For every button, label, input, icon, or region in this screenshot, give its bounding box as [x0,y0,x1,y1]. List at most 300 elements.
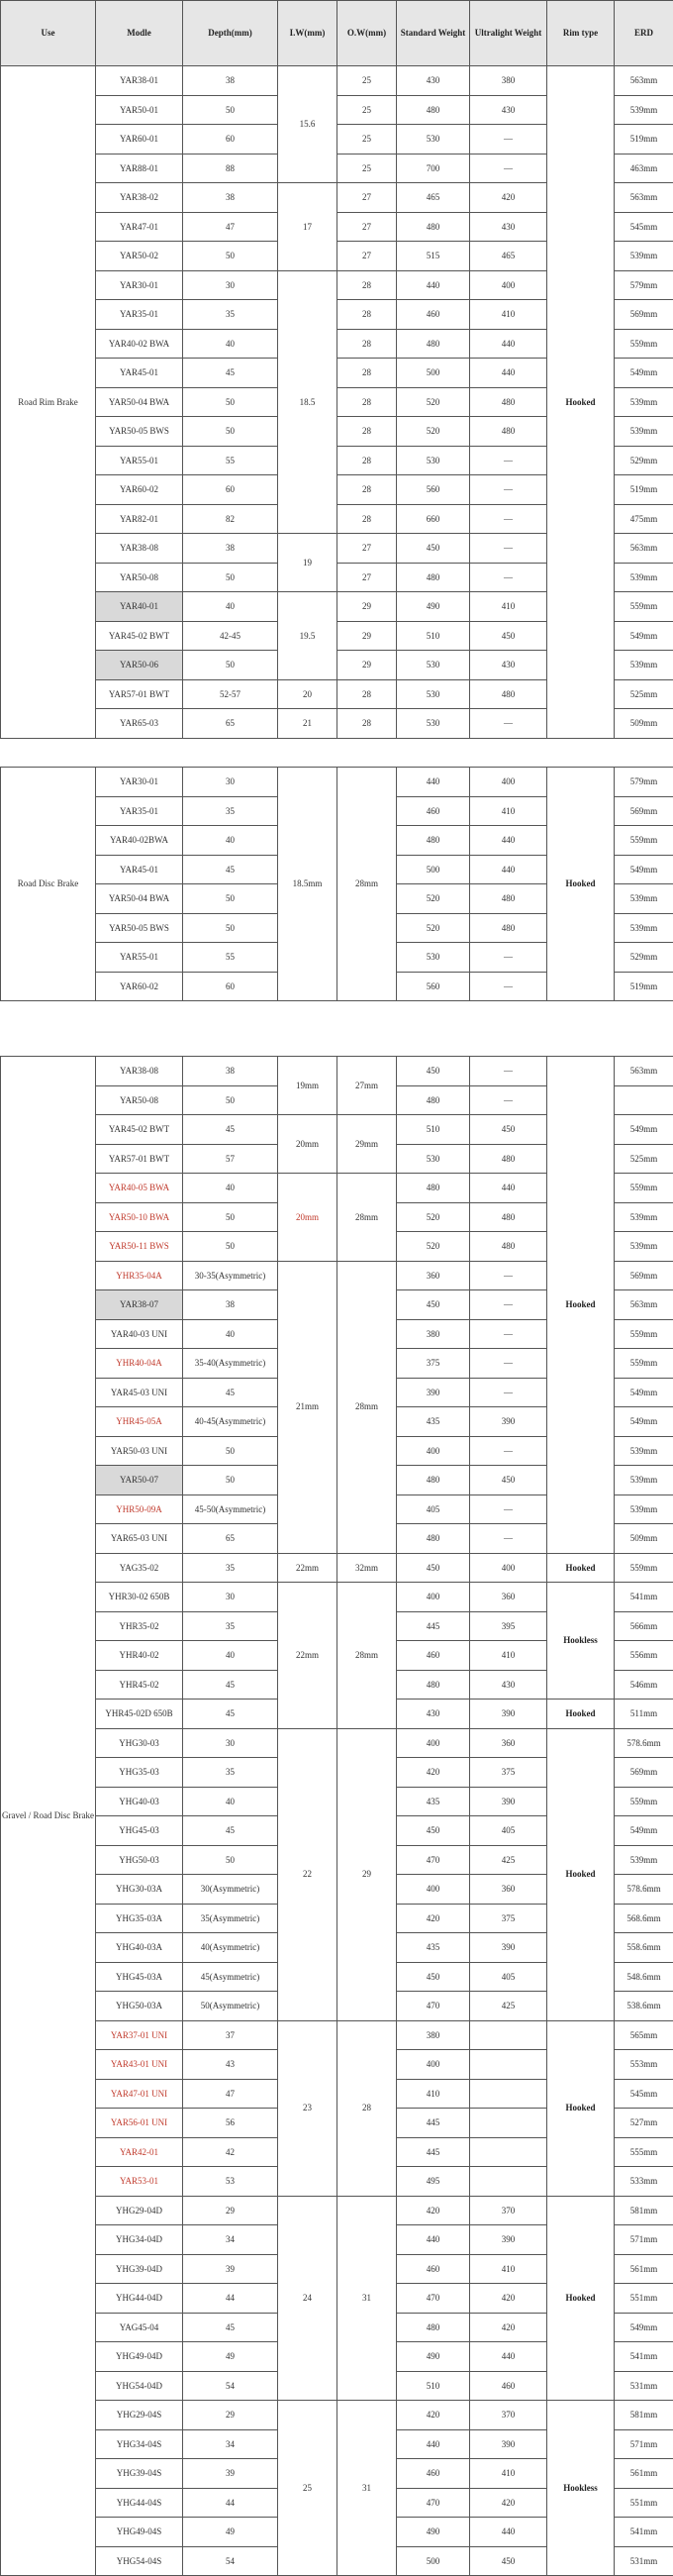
standard-weight-cell: 530 [397,943,470,973]
depth-cell: 49 [183,2342,278,2372]
erd-cell: 559mm [615,1174,673,1203]
iw-cell: 18.5mm [278,768,337,1001]
model-cell: YHG54-04S [96,2546,183,2576]
ultralight-weight-cell: 410 [470,2459,547,2489]
depth-cell: 30 [183,1583,278,1612]
ultralight-weight-cell: 440 [470,359,547,388]
depth-cell: 40 [183,1787,278,1816]
ow-cell: 28 [337,329,397,359]
standard-weight-cell: 445 [397,2137,470,2167]
model-cell: YAR38-08 [96,534,183,564]
gravel-road-disc-brake-table [0,1056,673,2576]
depth-cell: 35 [183,1553,278,1583]
model-cell: YAR88-01 [96,154,183,183]
ultralight-weight-cell: 390 [470,1700,547,1729]
standard-weight-cell: 500 [397,359,470,388]
standard-weight-cell: 480 [397,826,470,856]
ow-cell: 28 [337,504,397,534]
ultralight-weight-cell: 430 [470,95,547,125]
standard-weight-cell: 440 [397,2429,470,2459]
erd-cell: 559mm [615,1349,673,1379]
rim-type-cell: Hooked [547,66,615,739]
model-cell: YHG29-04D [96,2196,183,2225]
depth-cell: 45(Asymmetric) [183,1962,278,1992]
erd-cell: 539mm [615,913,673,943]
model-cell: YHG45-03 [96,1816,183,1846]
ultralight-weight-cell: — [470,475,547,505]
model-cell: YAR53-01 [96,2167,183,2197]
ultralight-weight-cell: 410 [470,592,547,622]
erd-cell: 563mm [615,183,673,213]
ultralight-weight-cell: 405 [470,1962,547,1992]
depth-cell: 30-35(Asymmetric) [183,1261,278,1290]
depth-cell: 52-57 [183,679,278,709]
erd-cell: 541mm [615,1583,673,1612]
erd-cell: 566mm [615,1611,673,1641]
ultralight-weight-cell: 480 [470,417,547,447]
standard-weight-cell: 515 [397,242,470,271]
depth-cell: 38 [183,534,278,564]
model-cell: YAR50-04 BWA [96,884,183,914]
model-cell: YAR50-08 [96,563,183,592]
use-cell: Road Disc Brake [1,768,96,1001]
model-cell: YAR56-01 UNI [96,2109,183,2138]
ultralight-weight-cell: 450 [470,2546,547,2576]
standard-weight-cell: 530 [397,679,470,709]
standard-weight-cell: 470 [397,2284,470,2314]
rim-type-cell: Hooked [547,1700,615,1729]
ultralight-weight-cell: — [470,972,547,1001]
model-cell: YAR45-02 BWT [96,1115,183,1145]
iw-cell: 19.5 [278,592,337,680]
ow-cell: 25 [337,66,397,96]
model-cell: YAR43-01 UNI [96,2050,183,2080]
iw-cell: 25 [278,2401,337,2576]
standard-weight-cell: 400 [397,1875,470,1905]
header-model: Modle [96,1,183,66]
ultralight-weight-cell: 370 [470,2196,547,2225]
ultralight-weight-cell: 390 [470,2225,547,2255]
ow-cell: 29 [337,1728,397,2020]
ultralight-weight-cell: 420 [470,183,547,213]
depth-cell: 50 [183,387,278,417]
ultralight-weight-cell: 390 [470,1407,547,1437]
erd-cell: 549mm [615,1407,673,1437]
ow-cell: 28 [337,2020,397,2196]
rim-type-cell: Hooked [547,2196,615,2401]
model-cell: YAR55-01 [96,943,183,973]
ultralight-weight-cell [470,2137,547,2167]
depth-cell: 65 [183,709,278,739]
standard-weight-cell: 465 [397,183,470,213]
ultralight-weight-cell [470,2050,547,2080]
model-cell: YAR47-01 UNI [96,2079,183,2109]
ultralight-weight-cell: 410 [470,1641,547,1671]
erd-cell: 549mm [615,1816,673,1846]
ultralight-weight-cell: 450 [470,1115,547,1145]
model-cell: YAR38-07 [96,1290,183,1320]
ultralight-weight-cell [470,2020,547,2050]
depth-cell: 42-45 [183,621,278,651]
ultralight-weight-cell: 390 [470,2429,547,2459]
depth-cell: 29 [183,2401,278,2430]
model-cell: YAR30-01 [96,270,183,300]
erd-cell: 533mm [615,2167,673,2197]
standard-weight-cell: 435 [397,1787,470,1816]
erd-cell: 568.6mm [615,1904,673,1933]
standard-weight-cell: 410 [397,2079,470,2109]
ow-cell: 28 [337,446,397,475]
erd-cell: 463mm [615,154,673,183]
depth-cell: 55 [183,943,278,973]
depth-cell: 29 [183,2196,278,2225]
standard-weight-cell: 560 [397,475,470,505]
ultralight-weight-cell: 360 [470,1728,547,1758]
standard-weight-cell: 460 [397,2254,470,2284]
depth-cell: 50 [183,95,278,125]
erd-cell: 561mm [615,2254,673,2284]
model-cell: YAR45-01 [96,855,183,884]
standard-weight-cell: 520 [397,913,470,943]
depth-cell: 38 [183,66,278,96]
ultralight-weight-cell: — [470,1085,547,1115]
depth-cell: 45 [183,1670,278,1700]
erd-cell: 541mm [615,2342,673,2372]
standard-weight-cell: 480 [397,2313,470,2342]
table-row [1,1583,673,1612]
erd-cell: 539mm [615,1494,673,1524]
standard-weight-cell: 495 [397,2167,470,2197]
ultralight-weight-cell: 430 [470,651,547,680]
ultralight-weight-cell: 440 [470,855,547,884]
ultralight-weight-cell: — [470,154,547,183]
erd-cell: 546mm [615,1670,673,1700]
standard-weight-cell: 530 [397,446,470,475]
erd-cell: 511mm [615,1700,673,1729]
ultralight-weight-cell: 360 [470,1875,547,1905]
ow-cell: 27 [337,563,397,592]
depth-cell: 50 [183,563,278,592]
ultralight-weight-cell: 360 [470,1583,547,1612]
depth-cell: 60 [183,125,278,155]
erd-cell: 565mm [615,2020,673,2050]
ultralight-weight-cell: 480 [470,1144,547,1174]
erd-cell: 578.6mm [615,1875,673,1905]
model-cell: YHG44-04D [96,2284,183,2314]
erd-cell: 549mm [615,621,673,651]
model-cell: YAR50-02 [96,242,183,271]
depth-cell: 40 [183,329,278,359]
standard-weight-cell: 530 [397,651,470,680]
model-cell: YAR47-01 [96,212,183,242]
standard-weight-cell: 530 [397,709,470,739]
model-cell: YHR50-09A [96,1494,183,1524]
model-cell: YAR45-01 [96,359,183,388]
standard-weight-cell: 400 [397,1436,470,1466]
ultralight-weight-cell: 440 [470,1174,547,1203]
model-cell: YAR57-01 BWT [96,1144,183,1174]
ultralight-weight-cell: — [470,1319,547,1349]
ultralight-weight-cell: — [470,504,547,534]
model-cell: YHG50-03A [96,1992,183,2021]
model-cell: YAR38-01 [96,66,183,96]
erd-cell: 581mm [615,2401,673,2430]
model-cell: YAR45-02 BWT [96,621,183,651]
erd-cell: 527mm [615,2109,673,2138]
model-cell: YAR50-08 [96,1085,183,1115]
iw-cell: 22 [278,1728,337,2020]
ultralight-weight-cell: 400 [470,270,547,300]
erd-cell: 545mm [615,212,673,242]
model-cell: YHG30-03 [96,1728,183,1758]
ow-cell: 27 [337,183,397,213]
standard-weight-cell: 460 [397,1641,470,1671]
depth-cell: 39 [183,2459,278,2489]
model-cell: YHR40-04A [96,1349,183,1379]
standard-weight-cell: 445 [397,1611,470,1641]
model-cell: YAR60-02 [96,475,183,505]
ultralight-weight-cell: 410 [470,300,547,330]
depth-cell: 57 [183,1144,278,1174]
model-cell: YAR30-01 [96,768,183,797]
standard-weight-cell: 450 [397,1057,470,1086]
standard-weight-cell: 445 [397,2109,470,2138]
standard-weight-cell: 405 [397,1494,470,1524]
model-cell: YHG34-04S [96,2429,183,2459]
ow-cell: 29mm [337,1115,397,1174]
rim-type-cell: Hookless [547,2401,615,2576]
erd-cell: 539mm [615,1202,673,1232]
ow-cell: 28mm [337,1174,397,1262]
ultralight-weight-cell: 440 [470,826,547,856]
standard-weight-cell: 480 [397,1670,470,1700]
ultralight-weight-cell: 420 [470,2284,547,2314]
erd-cell: 553mm [615,2050,673,2080]
standard-weight-cell: 390 [397,1378,470,1407]
erd-cell: 563mm [615,534,673,564]
depth-cell: 39 [183,2254,278,2284]
table-row [1,66,673,96]
table-row [1,1728,673,1758]
iw-cell: 15.6 [278,66,337,183]
erd-cell: 579mm [615,768,673,797]
erd-cell: 569mm [615,796,673,826]
depth-cell: 34 [183,2225,278,2255]
ultralight-weight-cell [470,2109,547,2138]
ow-cell: 28 [337,709,397,739]
erd-cell: 539mm [615,884,673,914]
ultralight-weight-cell: — [470,125,547,155]
erd-cell: 581mm [615,2196,673,2225]
iw-cell: 22mm [278,1553,337,1583]
standard-weight-cell: 480 [397,329,470,359]
depth-cell: 65 [183,1524,278,1554]
ultralight-weight-cell: — [470,1378,547,1407]
table-row [1,2020,673,2050]
ultralight-weight-cell: 430 [470,212,547,242]
erd-cell: 539mm [615,387,673,417]
standard-weight-cell: 520 [397,417,470,447]
standard-weight-cell: 380 [397,1319,470,1349]
erd-cell: 559mm [615,329,673,359]
ultralight-weight-cell: 425 [470,1845,547,1875]
ow-cell: 29 [337,621,397,651]
standard-weight-cell: 520 [397,884,470,914]
erd-cell: 539mm [615,1436,673,1466]
depth-cell: 40(Asymmetric) [183,1933,278,1963]
model-cell: YHR35-04A [96,1261,183,1290]
model-cell: YHG50-03 [96,1845,183,1875]
model-cell: YHG35-03 [96,1758,183,1788]
ultralight-weight-cell: 460 [470,2371,547,2401]
depth-cell: 38 [183,183,278,213]
depth-cell: 45 [183,1816,278,1846]
erd-cell: 539mm [615,1232,673,1262]
erd-cell: 549mm [615,1115,673,1145]
depth-cell: 47 [183,212,278,242]
depth-cell: 54 [183,2371,278,2401]
depth-cell: 35 [183,300,278,330]
erd-cell: 569mm [615,1261,673,1290]
depth-cell: 45 [183,1700,278,1729]
ultralight-weight-cell: 480 [470,387,547,417]
standard-weight-cell: 435 [397,1407,470,1437]
ultralight-weight-cell [470,2079,547,2109]
standard-weight-cell: 700 [397,154,470,183]
model-cell: YAR60-02 [96,972,183,1001]
standard-weight-cell: 400 [397,2050,470,2080]
ultralight-weight-cell: 375 [470,1758,547,1788]
model-cell: YHG49-04S [96,2518,183,2547]
ultralight-weight-cell: 480 [470,884,547,914]
model-cell: YHR35-02 [96,1611,183,1641]
standard-weight-cell: 430 [397,1700,470,1729]
table-row [1,1057,673,1086]
model-cell: YAR40-01 [96,592,183,622]
ultralight-weight-cell: 425 [470,1992,547,2021]
standard-weight-cell: 435 [397,1933,470,1963]
model-cell: YHR30-02 650B [96,1583,183,1612]
standard-weight-cell: 440 [397,270,470,300]
depth-cell: 50 [183,1466,278,1495]
depth-cell: 45 [183,359,278,388]
depth-cell: 53 [183,2167,278,2197]
erd-cell: 531mm [615,2546,673,2576]
ultralight-weight-cell: 375 [470,1904,547,1933]
standard-weight-cell: 420 [397,2401,470,2430]
erd-cell: 539mm [615,563,673,592]
depth-cell: 38 [183,1290,278,1320]
erd-cell: 475mm [615,504,673,534]
depth-cell: 30(Asymmetric) [183,1875,278,1905]
model-cell: YAR40-02BWA [96,826,183,856]
ow-cell: 28mm [337,1583,397,1729]
standard-weight-cell: 520 [397,1202,470,1232]
depth-cell: 50 [183,1085,278,1115]
depth-cell: 35 [183,1758,278,1788]
standard-weight-cell: 510 [397,1115,470,1145]
model-cell: YHG35-03A [96,1904,183,1933]
rim-type-cell: Hookless [547,1583,615,1700]
erd-cell: 556mm [615,1641,673,1671]
ultralight-weight-cell: 420 [470,2488,547,2518]
erd-cell: 538.6mm [615,1992,673,2021]
standard-weight-cell: 480 [397,1524,470,1554]
standard-weight-cell: 470 [397,2488,470,2518]
standard-weight-cell: 450 [397,534,470,564]
standard-weight-cell: 530 [397,1144,470,1174]
ow-cell: 29 [337,592,397,622]
ultralight-weight-cell: 410 [470,796,547,826]
iw-cell: 19 [278,534,337,592]
depth-cell: 45-50(Asymmetric) [183,1494,278,1524]
table-row [1,768,673,797]
model-cell: YAR50-05 BWS [96,417,183,447]
model-cell: YHG29-04S [96,2401,183,2430]
ow-cell: 29 [337,651,397,680]
depth-cell: 40 [183,592,278,622]
model-cell: YAR50-07 [96,1466,183,1495]
erd-cell: 509mm [615,709,673,739]
ultralight-weight-cell: — [470,1261,547,1290]
model-cell: YAR42-01 [96,2137,183,2167]
iw-cell: 22mm [278,1583,337,1729]
depth-cell: 30 [183,1728,278,1758]
ow-cell: 28 [337,387,397,417]
erd-cell: 571mm [615,2225,673,2255]
depth-cell: 35-40(Asymmetric) [183,1349,278,1379]
standard-weight-cell: 450 [397,1553,470,1583]
header-depth: Depth(mm) [183,1,278,66]
erd-cell: 563mm [615,1290,673,1320]
standard-weight-cell: 490 [397,2518,470,2547]
depth-cell: 45 [183,855,278,884]
ow-cell: 32mm [337,1553,397,1583]
depth-cell: 40 [183,1319,278,1349]
standard-weight-cell: 450 [397,1290,470,1320]
standard-weight-cell: 510 [397,2371,470,2401]
erd-cell: 569mm [615,1758,673,1788]
standard-weight-cell: 480 [397,1466,470,1495]
depth-cell: 30 [183,270,278,300]
erd-cell: 545mm [615,2079,673,2109]
standard-weight-cell: 520 [397,1232,470,1262]
depth-cell: 40 [183,1641,278,1671]
depth-cell: 45 [183,1378,278,1407]
model-cell: YAR65-03 UNI [96,1524,183,1554]
model-cell: YAR50-11 BWS [96,1232,183,1262]
ultralight-weight-cell: — [470,534,547,564]
erd-cell: 549mm [615,2313,673,2342]
iw-cell: 21mm [278,1261,337,1553]
ow-cell: 28 [337,417,397,447]
standard-weight-cell: 500 [397,2546,470,2576]
iw-cell: 20 [278,679,337,709]
ow-cell: 31 [337,2401,397,2576]
ultralight-weight-cell: — [470,563,547,592]
model-cell: YAG45-04 [96,2313,183,2342]
depth-cell: 34 [183,2429,278,2459]
depth-cell: 50 [183,651,278,680]
erd-cell: 551mm [615,2284,673,2314]
erd-cell: 555mm [615,2137,673,2167]
erd-cell: 561mm [615,2459,673,2489]
depth-cell: 50 [183,884,278,914]
header-use: Use [1,1,96,66]
depth-cell: 50 [183,1845,278,1875]
model-cell: YAR55-01 [96,446,183,475]
depth-cell: 54 [183,2546,278,2576]
